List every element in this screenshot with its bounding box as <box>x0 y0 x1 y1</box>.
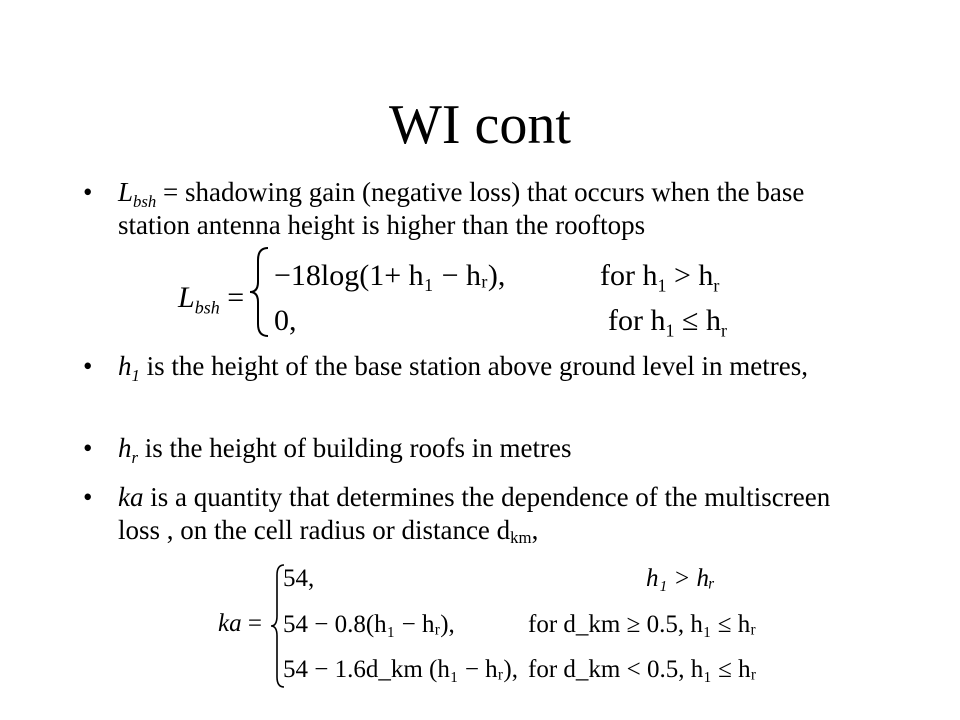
eq2-lhs-symbol: ka <box>218 610 242 637</box>
eq1-lhs-symbol: L <box>178 281 195 314</box>
bullet-text: = shadowing gain (negative loss) that occurs when the base station antenna height is higher than the rooftops <box>118 177 805 240</box>
bullet-marker: • <box>83 351 93 381</box>
eq1-cond2-prefix: for h <box>608 304 666 337</box>
bullet-text: is a quantity that determines the dependence of the multiscreen loss , on the cell radius or distance d <box>118 482 831 545</box>
bullet-marker: • <box>83 482 93 512</box>
bullet-symbol: ka <box>118 482 144 512</box>
bullet-text: is the height of building roofs in metres <box>138 433 572 463</box>
eq1-case1: −18log(1+ h₁ − hᵣ), <box>274 259 506 292</box>
eq1-lhs-sub: bsh <box>194 297 220 318</box>
bullet-tail: , <box>531 515 539 545</box>
bullet-symbol-sub: 1 <box>131 365 140 385</box>
eq1-cond2 <box>608 303 727 339</box>
bullet-marker: • <box>83 177 93 207</box>
bullet-symbol-sub: r <box>131 447 139 467</box>
eq1-cond1-prefix: for h <box>600 259 658 292</box>
slide-title: WI cont <box>389 94 571 156</box>
eq2-case1: 54, <box>283 565 315 592</box>
eq1-cond1-op: > h <box>666 259 714 292</box>
eq2-case2: 54 − 0.8(h₁ − hᵣ), <box>283 611 455 638</box>
eq1-lhs <box>178 280 244 316</box>
bullet-symbol: h <box>118 351 132 381</box>
bullet-hr <box>83 432 858 467</box>
bullet-marker: • <box>83 433 93 463</box>
eq1-cond2-sub2: r <box>720 320 727 341</box>
bullet-h1 <box>83 350 858 385</box>
bullet-tail-sub: km <box>510 528 532 548</box>
eq1-case2: 0, <box>274 304 297 337</box>
eq1-cond1-sub1: 1 <box>657 275 667 296</box>
eq1-cond1-sub2: r <box>713 275 720 296</box>
bullet-symbol: L <box>118 177 134 207</box>
eq2-lhs <box>218 609 262 639</box>
eq1-brace-icon <box>248 244 272 340</box>
bullet-ka <box>83 481 858 548</box>
eq1-cond2-op: ≤ h <box>674 304 721 337</box>
bullet-symbol-sub: bsh <box>133 191 157 211</box>
eq2-case3: 54 − 1.6d_km (h₁ − hᵣ), <box>283 656 518 683</box>
eq2-equals: = <box>241 610 262 637</box>
eq1-cond2-sub1: 1 <box>665 320 675 341</box>
bullet-symbol: h <box>118 433 132 463</box>
eq1-cond1 <box>600 258 719 294</box>
bullet-text: is the height of the base station above ground level in metres, <box>139 351 808 381</box>
eq2-cond3: for d_km < 0.5, h₁ ≤ hᵣ <box>528 656 757 683</box>
eq2-cond1: h₁ > hᵣ <box>646 565 716 592</box>
eq1-equals: = <box>219 281 245 314</box>
bullet-lbsh <box>83 176 858 242</box>
eq2-cond2: for d_km ≥ 0.5, h₁ ≤ hᵣ <box>528 611 756 638</box>
